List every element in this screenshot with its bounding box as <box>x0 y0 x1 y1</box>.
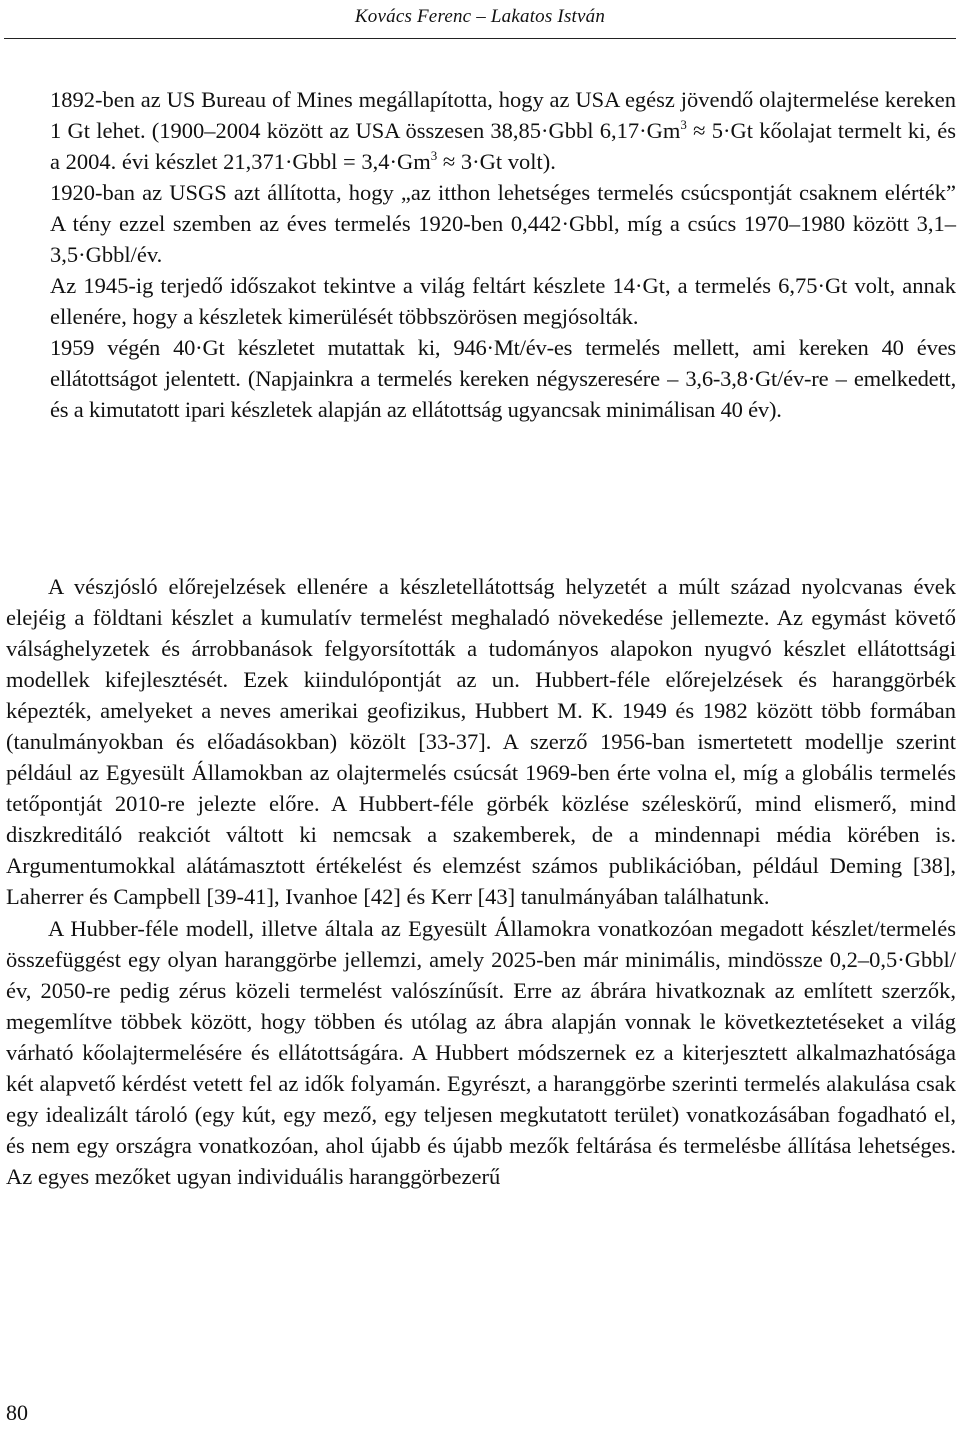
body-paragraph-hubbert-history: A vészjósló előrejelzések ellenére a készletellátottság helyzetét a múlt század nyolcvanas évek elejéig a földtani készlet a kumulatív termelést meghaladó növekedése jellemezte. Az egymást követő válsághelyzetek és árrobbanások felgyorsították a tudományos alapokon nyugvó készlet ellátottsági modellek kifejlesztését. Ezek kiindulópontját az un. Hubbert-féle előrejelzések és haranggörbék képezték, amelyeket a neves amerikai geofizikus, Hubbert M. K. 1949 és 1982 között több formában (tanulmányokban és előadásokban) közölt [33-37]. A szerző 1956-ban ismertetett modellje szerint például az Egyesült Államokban az olajtermelés csúcsát 1969-ben érte volna el, míg a globális termelés tetőpontját 2010-re jelezte előre. A Hubbert-féle görbék közlése széleskörű, mind elismerő, mind diszkreditáló reakciót váltott ki nemcsak a szakemberek, de a mindennapi média körében is. Argumentumokkal alátámasztott értékelést és elemzést számos publikációban, például Deming [38], Laherrer és Campbell [39-41], Ivanhoe [42] és Kerr [43] tanulmányában találhatunk. <box>6 574 956 909</box>
note-1892-text-e: ≈ 3·Gt volt). <box>437 149 556 174</box>
note-paragraph-1920: 1920-ban az USGS azt állította, hogy „az itthon lehetséges termelés csúcspontját csaknem elérték” A tény ezzel szemben az éves termelés 1920-ben 0,442·Gbbl, míg a csúcs 1970–1980 között 3,1–3,5·Gbbl/év. <box>50 180 956 267</box>
running-header: Kovács Ferenc – Lakatos István <box>354 6 606 27</box>
note-1892-superscript-2: 3 <box>430 148 438 163</box>
note-paragraph-1959: 1959 végén 40·Gt készletet mutattak ki, 946·Mt/év-es termelés mellett, ami kereken 40 éves ellátottságot jelentett. (Napjainkra a termelés kereken négyszeresére – 3,6-3,8·Gt/év-re – emelkedett, és a kimutatott ipari készletek alapján az ellátottság ugyancsak minimálisan 40 év). <box>50 335 956 422</box>
note-1892-text-c: ≈ 5·Gt kőolajat termelt ki, és a 2004. évi készlet 21,371·Gbbl = 3,4·Gm <box>50 118 956 174</box>
boxed-historical-notes <box>50 84 956 425</box>
page-number: 80 <box>6 1400 28 1425</box>
note-paragraph-1892 <box>50 84 956 177</box>
note-1892-text-a: 1892-ben az US Bureau of Mines megállapította, hogy az USA egész jövendő olajtermelése kereken 1 Gt lehet. (1900–2004 között az USA összesen 38,85·Gbbl 6,17·Gm <box>50 87 956 143</box>
body-paragraph-hubbert-model: A Hubber-féle modell, illetve általa az Egyesült Államokra vonatkozóan megadott készlet/termelés összefüggést egy olyan haranggörbe jellemzi, amely 2025-ben már minimális, mindössze 0,2–0,5·Gbbl/év, 2050-re pedig zérus közeli termelést valószínűsít. Erre az ábrára hivatkoznak az említett szerzők, megemlítve többek között, hogy többen és utólag az ábra alapján vonnak le következtetéseket a világ várható kőolajtermelésére és ellátottságára. A Hubbert módszernek ez a kiterjesztett alkalmazhatósága két alapvető kérdést vetett fel az idők folyamán. Egyrészt, a haranggörbe szerinti termelés alakulása csak egy idealizált tároló (egy kút, egy mező, egy teljesen megkutatott terület) vonatkozásában fogadható el, és nem egy országra vonatkozóan, ahol újabb és újabb mezők feltárása és termelésbe állítása lehetséges. Az egyes mezőket ugyan individuális haranggörbezerű <box>6 916 956 1189</box>
body-text <box>6 571 956 1192</box>
note-paragraph-1945: Az 1945-ig terjedő időszakot tekintve a világ feltárt készlete 14·Gt, a termelés 6,75·Gt volt, annak ellenére, hogy a készletek kimerülését többszörösen megjósolták. <box>50 273 956 329</box>
note-1892-superscript-1: 3 <box>680 117 687 132</box>
header-divider <box>4 38 956 39</box>
